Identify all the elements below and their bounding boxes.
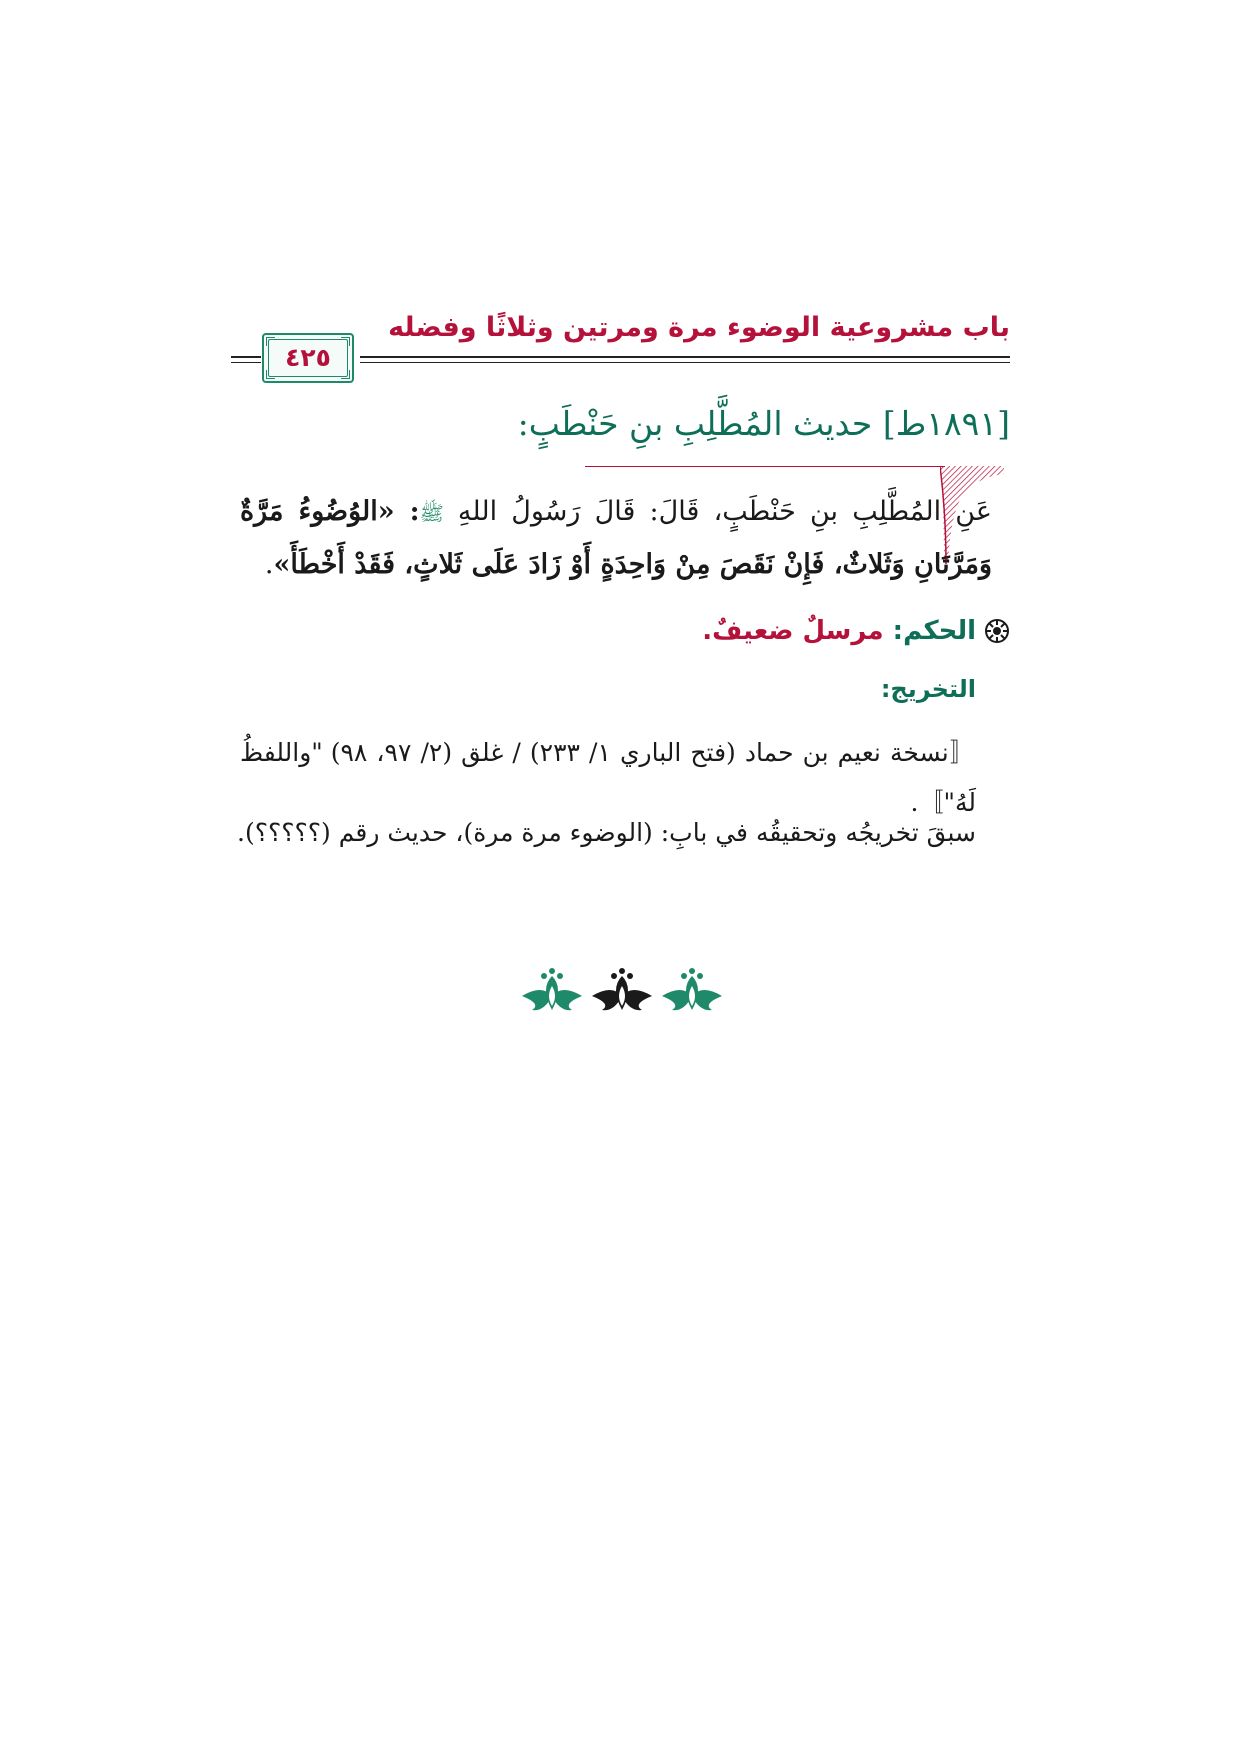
header-rule (231, 362, 261, 363)
hadith-quote: : «الوُضُوءُ مَرَّةٌ وَمَرَّتَانِ وَثَلاثٌ، فَإِنْ نَقَصَ مِنْ وَاحِدَةٍ أَوْ زَادَ عَلَى ثَلاثٍ، فَقَدْ أَخْطَأَ» (240, 496, 992, 580)
flower-ornament-icon (592, 968, 652, 1010)
flower-ornament-icon (662, 968, 722, 1010)
hadith-heading: [١٨٩١ط] حديث المُطَّلِبِ بنِ حَنْطَبٍ: (517, 404, 1010, 443)
section-end-ornament (512, 962, 732, 1018)
takhrij-label: التخريج: (880, 675, 976, 703)
hadith-text (240, 486, 992, 591)
ruling-value: مرسلٌ ضعيفٌ. (702, 616, 884, 646)
flower-ornament-icon (522, 968, 582, 1010)
running-title: باب مشروعية الوضوء مرة ومرتين وثلاثًا وفضله (388, 312, 1010, 343)
ruling-line (702, 616, 1010, 646)
header-rule (360, 362, 1010, 363)
salawat-glyph: ﷺ (419, 501, 444, 525)
flower-bullet-icon (984, 618, 1010, 644)
header-rule (231, 356, 261, 358)
page-number: ٤٢٥ (285, 343, 331, 372)
page-number-frame (262, 333, 354, 383)
hadith-end: . (264, 549, 274, 580)
ruling-label: الحكم: (892, 616, 976, 646)
header-rule (360, 356, 1010, 358)
hadith-intro: عَنِ المُطَّلِبِ بنِ حَنْطَبٍ، قَالَ: قَالَ رَسُولُ اللهِ (457, 496, 992, 527)
prior-note: سبقَ تخريجُه وتحقيقُه في بابِ: (الوضوء مرة مرة)، حديث رقم (؟؟؟؟؟). (237, 818, 976, 847)
takhrij-text: 〚نسخة نعيم بن حماد (فتح الباري ١/ ٢٣٣) / غلق (٢/ ٩٧، ٩٨) "واللفظُ لَهُ"〛. (240, 738, 976, 817)
quote-rule (585, 466, 945, 467)
